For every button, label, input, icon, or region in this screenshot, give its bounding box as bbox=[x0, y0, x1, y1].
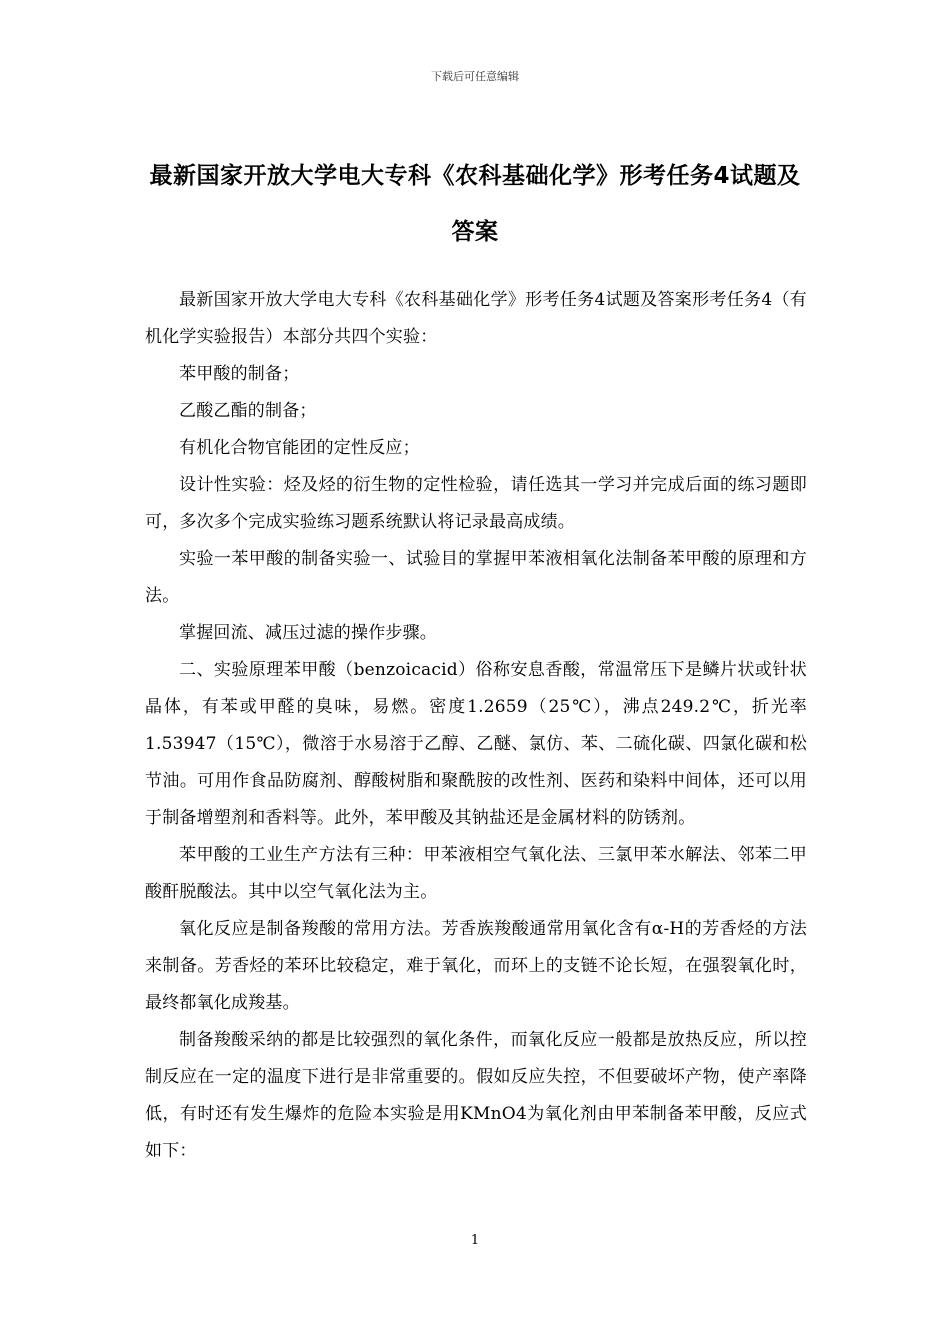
paragraph: 二、实验原理苯甲酸（benzoicacid）俗称安息香酸，常温常压下是鳞片状或针状晶体，有苯或甲醛的臭味，易燃。密度1.2659（25℃），沸点249.2℃，折光率1.53947（15℃），微溶于水易溶于乙醇、乙醚、氯仿、苯、二硫化碳、四氯化碳和松节油。可用作食品防腐剂、醇酸树脂和聚酰胺的改性剂、医药和染料中间体，还可以用于制备增塑剂和香料等。此外，苯甲酸及其钠盐还是金属材料的防锈剂。 bbox=[145, 660, 807, 828]
paragraph: 制备羧酸采纳的都是比较强烈的氧化条件，而氧化反应一般都是放热反应，所以控制反应在一定的温度下进行是非常重要的。假如反应失控，不但要破坏产物，使产率降低，有时还有发生爆炸的危险本实验是用KMnO4为氧化剂由甲苯制备苯甲酸，反应式如下： bbox=[145, 1030, 807, 1161]
paragraph: 最新国家开放大学电大专科《农科基础化学》形考任务4试题及答案形考任务4（有机化学实验报告）本部分共四个实验： bbox=[145, 290, 807, 347]
paragraph: 设计性实验：烃及烃的衍生物的定性检验，请任选其一学习并完成后面的练习题即可，多次多个完成实验练习题系统默认将记录最高成绩。 bbox=[145, 475, 807, 532]
paragraph: 氧化反应是制备羧酸的常用方法。芳香族羧酸通常用氧化含有α-H的芳香烃的方法来制备。芳香烃的苯环比较稳定，难于氧化，而环上的支链不论长短，在强裂氧化时，最终都氧化成羧基。 bbox=[145, 919, 807, 1013]
document-body bbox=[145, 282, 807, 1170]
paragraph: 苯甲酸的制备； bbox=[179, 364, 300, 384]
header-note: 下载后可任意编辑 bbox=[431, 70, 519, 83]
paragraph: 掌握回流、减压过滤的操作步骤。 bbox=[179, 623, 437, 643]
document-title: 最新国家开放大学电大专科《农科基础化学》形考任务4试题及答案 bbox=[149, 163, 801, 245]
page-number: 1 bbox=[470, 1233, 480, 1248]
paragraph: 苯甲酸的工业生产方法有三种：甲苯液相空气氧化法、三氯甲苯水解法、邻苯二甲酸酐脱酸法。其中以空气氧化法为主。 bbox=[145, 845, 807, 902]
paragraph: 乙酸乙酯的制备； bbox=[179, 401, 317, 421]
paragraph: 有机化合物官能团的定性反应； bbox=[179, 438, 420, 458]
paragraph: 实验一苯甲酸的制备实验一、试验目的掌握甲苯液相氧化法制备苯甲酸的原理和方法。 bbox=[145, 549, 807, 606]
